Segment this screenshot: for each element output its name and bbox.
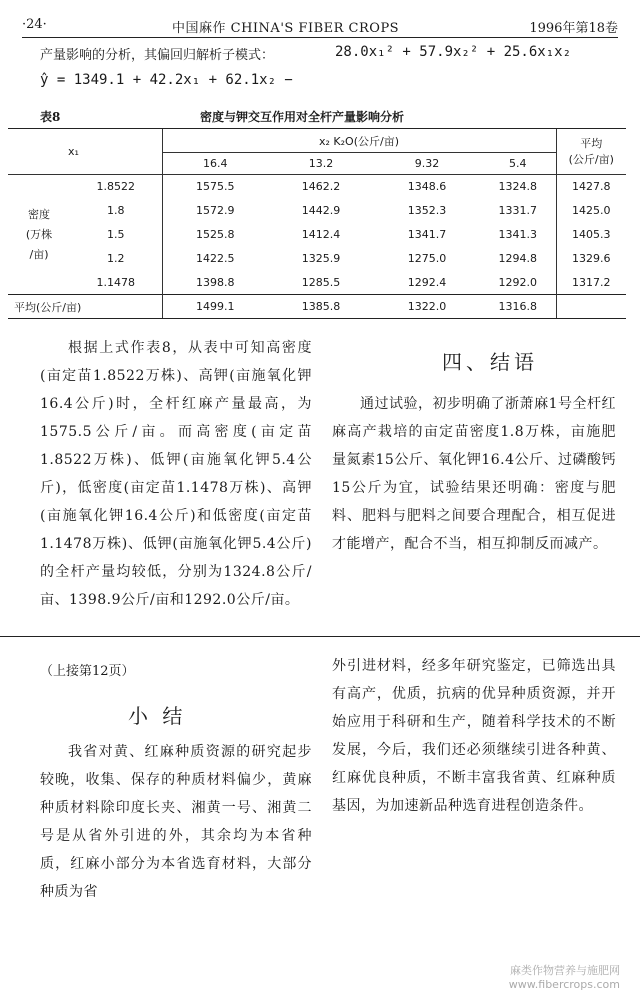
conclusion-paragraph	[332, 390, 616, 558]
x1-value: 1.8522	[96, 180, 135, 194]
summary-heading: 小 结	[128, 704, 187, 728]
col-header: 13.2	[268, 153, 374, 175]
summary-left-column	[40, 738, 312, 906]
x2-header: x₂ K₂O(公斤/亩)	[162, 129, 556, 153]
x1-value: 1.2	[107, 252, 125, 265]
left-paragraph	[40, 334, 312, 614]
density-potassium-table	[8, 128, 626, 319]
watermark-line2: www.fibercrops.com	[508, 978, 620, 991]
summary-right-text: 外引进材料，经多年研究鉴定，已筛选出具有高产，优质，抗病的优异种质资源，并开始应用于科研和生产，随着科学技术的不断发展，今后，我们还必须继续引进各种黄、红麻优良种质，不断丰富我省黄、红麻种质基因，为加速新品种选育进程创造条件。	[332, 658, 616, 814]
avg-cell: 1317.2	[556, 271, 626, 295]
conclusion-heading: 四、结语	[442, 350, 538, 374]
equation-right: 28.0x₁² + 57.9x₂² + 25.6x₁x₂	[335, 44, 572, 60]
table-row	[8, 223, 626, 247]
x1-value: 1.5	[107, 228, 125, 241]
col-header: 16.4	[162, 153, 268, 175]
cell: 1412.4	[301, 228, 341, 241]
cell: 1525.8	[162, 223, 268, 247]
table-row	[8, 199, 626, 223]
intro-line: 产量影响的分析，其偏回归解析子模式：	[40, 48, 275, 63]
avg-row-cell: 1499.1	[162, 295, 268, 319]
cell: 1398.8	[162, 271, 268, 295]
avg-row-cell: 1385.8	[268, 295, 374, 319]
cell: 1341.3	[498, 228, 537, 241]
cell: 1324.8	[498, 180, 537, 194]
x1-value: 1.1478	[96, 275, 135, 289]
col-header: 5.4	[480, 153, 556, 175]
table-row	[8, 247, 626, 271]
cell: 1341.7	[407, 228, 447, 241]
section-divider	[0, 636, 640, 637]
cell: 1275.0	[407, 252, 447, 265]
volume-info: 1996年第18卷	[529, 21, 618, 36]
cell: 1422.5	[162, 247, 268, 271]
table-row	[8, 271, 626, 295]
x1-header: x₁	[8, 129, 162, 175]
cell: 1462.2	[301, 180, 341, 194]
avg-row-cell: 1322.0	[374, 295, 480, 319]
watermark	[509, 964, 620, 992]
running-header	[22, 15, 618, 38]
summary-right-column	[332, 652, 616, 820]
cell: 1331.7	[498, 204, 537, 217]
conclusion-paragraph-text: 通过试验，初步明确了浙萧麻1号全杆红麻高产栽培的亩定苗密度1.8万株，亩施肥量氮素15公斤、氧化钾16.4公斤、过磷酸钙15公斤为宜，试验结果还明确：密度与肥料、肥料与肥料之间要合理配合，相互促进才能增产，配合不当，相互抑制反而减产。	[332, 396, 616, 552]
avg-cell: 1405.3	[556, 223, 626, 247]
table-row	[8, 175, 626, 199]
summary-left-text: 我省对黄、红麻种质资源的研究起步较晚，收集、保存的种质材料偏少，黄麻种质材料除印度长夹、湘黄一号、湘黄二号是从省外引进的外，其余均为本省种质，红麻小部分为本省选育材料，大部分种质为省	[40, 744, 312, 900]
avg-cell: 1329.6	[556, 247, 626, 271]
journal-name: 中国麻作 CHINA'S FIBER CROPS	[172, 21, 400, 36]
cell: 1348.6	[407, 180, 447, 194]
avg-header: 平均 (公斤/亩)	[556, 129, 626, 175]
avg-row-empty	[556, 295, 626, 319]
page-number: ·24·	[22, 17, 47, 32]
continued-note: （上接第12页）	[40, 664, 135, 679]
x1-value: 1.8	[107, 204, 125, 217]
watermark-line1: 麻类作物营养与施肥网	[510, 964, 620, 977]
avg-cell: 1427.8	[556, 175, 626, 199]
cell: 1292.0	[498, 275, 537, 289]
col-header: 9.32	[374, 153, 480, 175]
table-number: 表8	[40, 110, 61, 124]
cell: 1352.3	[407, 204, 447, 217]
table-caption: 密度与钾交互作用对全杆产量影响分析	[200, 110, 405, 124]
left-paragraph-text: 根据上式作表8，从表中可知高密度(亩定苗1.8522万株)、高钾(亩施氧化钾16.4公斤)时，全杆红麻产量最高，为1575.5公斤/亩。而高密度(亩定苗1.8522万株)、低钾(亩施氧化钾5.4公斤)，低密度(亩定苗1.1478万株)、高钾(亩施氧化钾16.4公斤)和低密度(亩定苗1.1478万株)、低钾(亩施氧化钾5.4公斤)的全杆产量均较低，分别为1324.8公斤/亩、1398.9公斤/亩和1292.0公斤/亩。	[40, 340, 312, 608]
cell: 1572.9	[162, 199, 268, 223]
equation-left: ŷ = 1349.1 + 42.2x₁ + 62.1x₂ −	[40, 72, 293, 88]
cell: 1575.5	[162, 175, 268, 199]
cell: 1325.9	[301, 252, 341, 265]
cell: 1442.9	[301, 204, 341, 217]
avg-cell: 1425.0	[556, 199, 626, 223]
row-group-label: 密度 (万株 /亩)	[25, 207, 53, 261]
average-row	[8, 295, 626, 319]
cell: 1285.5	[301, 275, 341, 289]
cell: 1292.4	[407, 275, 447, 289]
avg-row-cell: 1316.8	[480, 295, 556, 319]
avg-row-label: 平均(公斤/亩)	[8, 295, 162, 319]
cell: 1294.8	[498, 252, 537, 265]
